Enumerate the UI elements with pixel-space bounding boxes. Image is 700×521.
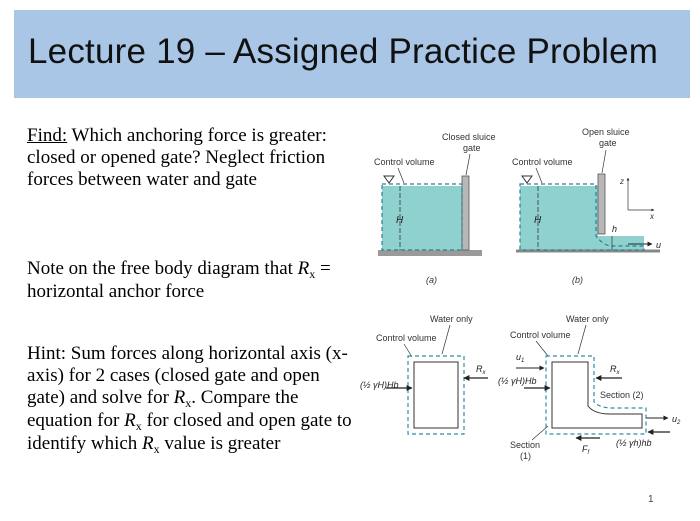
- find-text: Which anchoring force is greater: closed or opened gate? Neglect friction forces between water and gate: [27, 125, 327, 190]
- hint-text-2: . Compare the equation for: [27, 387, 299, 431]
- u1-sub-d: 1: [521, 358, 525, 364]
- gate-pointer-b: [602, 150, 606, 173]
- hint-var-2: R: [124, 410, 136, 431]
- open-gate-label-2: gate: [599, 138, 617, 148]
- u1-label-d: [516, 352, 524, 364]
- sluice-gate-figure: [360, 120, 680, 290]
- hint-text-4: value is greater: [159, 433, 281, 454]
- panel-b-open-gate: [512, 127, 661, 285]
- section1-label-2: (1): [520, 451, 531, 461]
- find-label: Find:: [27, 125, 68, 146]
- cv-inner-c: [414, 362, 458, 428]
- water-a: [382, 186, 462, 250]
- fbd-closed-gate: [360, 314, 488, 434]
- caption-b: (b): [572, 275, 583, 285]
- height-label-a: H: [396, 215, 404, 226]
- ff-sub-d: f: [587, 450, 590, 456]
- z-label: z: [620, 177, 624, 186]
- page-number: 1: [648, 494, 654, 505]
- water-only-label-c: Water only: [430, 314, 473, 324]
- ff-var-d: F: [582, 444, 588, 454]
- channel-bed-a: [378, 250, 482, 256]
- h-label-b: h: [612, 224, 618, 234]
- water-b: [520, 186, 598, 250]
- u-label-b: u: [656, 240, 662, 250]
- note-paragraph: [27, 258, 357, 303]
- water-only-label-d: Water only: [566, 314, 609, 324]
- gate-pointer-a: [466, 154, 470, 175]
- hint-var-1: R: [173, 387, 186, 408]
- hint-var-3: R: [142, 433, 154, 454]
- section1-label-1: Section: [510, 440, 541, 450]
- u1-var-d: u: [516, 352, 522, 362]
- control-volume-label-b: Control volume: [512, 157, 573, 167]
- x-label: x: [650, 212, 654, 221]
- note-text-1: Note on the free body diagram that: [27, 258, 298, 279]
- closed-gate-label-2: gate: [463, 143, 481, 153]
- jet-b: [598, 236, 644, 250]
- hint-sub-2: x: [135, 419, 142, 433]
- rx-sub-c: x: [482, 370, 486, 376]
- cv-pointer-d: [536, 341, 548, 356]
- free-surface-symbol-b: [522, 176, 532, 183]
- note-text-2: = horizontal anchor force: [27, 258, 331, 302]
- rx-label-d: [610, 364, 621, 376]
- control-volume-label-a: Control volume: [374, 157, 435, 167]
- control-volume-label-c: Control volume: [376, 333, 437, 343]
- pressure-force-label-c: (½ γH)Hb: [360, 380, 399, 390]
- rx-var-d: R: [610, 364, 617, 374]
- title-bar: [14, 10, 690, 98]
- rx-var-c: R: [476, 364, 483, 374]
- u2-label-d: [672, 414, 681, 426]
- rx-label-c: [476, 364, 487, 376]
- note-rx-var: R: [297, 258, 310, 279]
- u2-var-d: u: [672, 414, 678, 424]
- control-volume-label-d: Control volume: [510, 330, 571, 340]
- slide-title: Lecture 19 – Assigned Practice Problem: [28, 32, 659, 71]
- water-only-pointer-c: [442, 325, 450, 354]
- pressure-force-label-right-d: (½ γh)hb: [616, 438, 652, 448]
- hint-sub-3: x: [153, 442, 160, 456]
- cv-pointer-a: [398, 168, 404, 183]
- pressure-force-label-left-d: (½ γH)Hb: [498, 376, 537, 386]
- section2-label: Section (2): [600, 390, 644, 400]
- hint-text-1: Hint: Sum forces along horizontal axis (x-axis) for 2 cases (closed gate and open gate) and solve for: [27, 343, 348, 408]
- hint-sub-1: x: [185, 396, 192, 410]
- cv-pointer-b: [536, 168, 542, 183]
- hint-text-3: for closed and open gate to identify which: [27, 410, 352, 454]
- closed-gate-a: [462, 176, 469, 250]
- cv-pointer-c: [404, 344, 412, 357]
- caption-a: (a): [426, 275, 437, 285]
- find-paragraph: [27, 125, 357, 191]
- closed-gate-label-1: Closed sluice: [442, 132, 496, 142]
- open-gate-label-1: Open sluice: [582, 127, 630, 137]
- note-rx-sub: x: [309, 267, 316, 281]
- open-gate-b: [598, 174, 605, 234]
- free-body-figure: [360, 308, 690, 478]
- water-only-pointer-d: [578, 325, 586, 354]
- fbd-open-gate: [498, 314, 681, 461]
- free-surface-symbol-a: [384, 176, 394, 183]
- rx-sub-d: x: [616, 370, 620, 376]
- hint-paragraph: [27, 343, 357, 456]
- u2-sub-d: 2: [677, 420, 681, 426]
- ff-label-d: [582, 444, 591, 456]
- height-label-b: H: [534, 215, 542, 226]
- panel-a-closed-gate: [374, 132, 496, 285]
